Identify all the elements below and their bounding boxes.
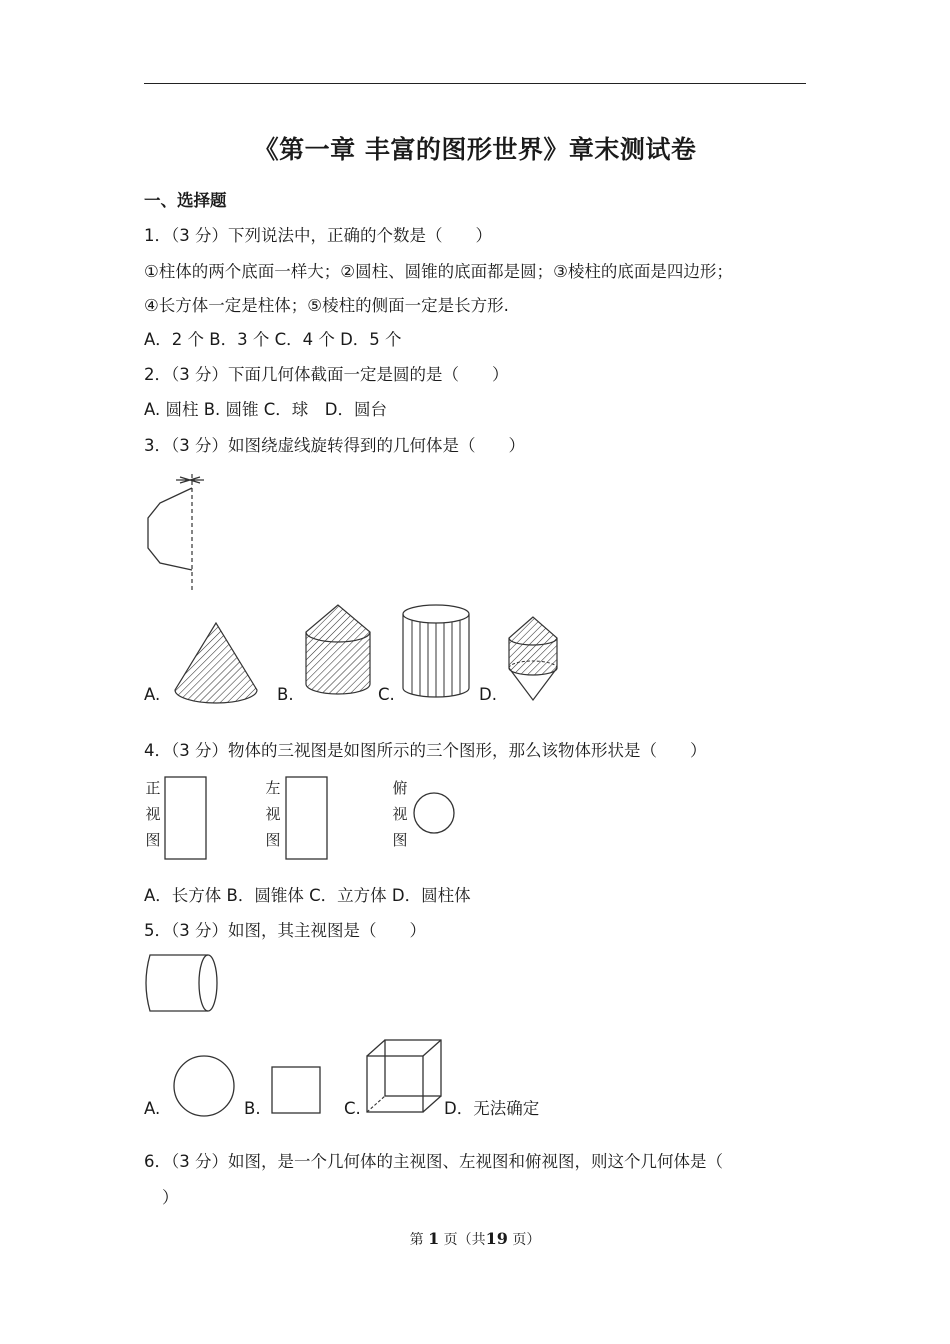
top-rule bbox=[144, 83, 806, 84]
q1-statements-2: ④长方体一定是柱体；⑤棱柱的侧面一定是长方形. bbox=[144, 296, 509, 315]
q3-option-b-cylinder-cone bbox=[300, 602, 380, 702]
q1-stem: 1．（3 分）下列说法中，正确的个数是（ ） bbox=[144, 226, 492, 245]
q4-front-view-label: 正 视 图 bbox=[145, 779, 161, 849]
q6-stem: 6．（3 分）如图，是一个几何体的主视图、左视图和俯视图，则这个几何体是（ bbox=[144, 1152, 723, 1171]
page-number: 1 bbox=[428, 1229, 440, 1248]
q3-option-c-cylinder bbox=[398, 602, 478, 702]
q3-option-d-label: D. bbox=[479, 685, 497, 704]
q1-options: A．2 个 B．3 个 C．4 个 D．5 个 bbox=[144, 330, 402, 349]
q5-option-d: D．无法确定 bbox=[444, 1099, 540, 1118]
q2-stem: 2．（3 分）下面几何体截面一定是圆的是（ ） bbox=[144, 365, 509, 384]
q5-option-a-label: A. bbox=[144, 1099, 161, 1118]
q3-stem: 3．（3 分）如图绕虚线旋转得到的几何体是（ ） bbox=[144, 436, 525, 455]
q3-option-a-cone bbox=[170, 618, 262, 706]
page-total: 19 bbox=[485, 1229, 508, 1248]
q3-option-a-label: A. bbox=[144, 685, 161, 704]
q4-left-view-rectangle bbox=[285, 776, 329, 862]
section-heading: 一、选择题 bbox=[144, 191, 227, 210]
q3-option-b-label: B. bbox=[277, 685, 294, 704]
page-footer: 第 1 页（共19 页） bbox=[409, 1229, 541, 1248]
q5-option-c-label: C. bbox=[344, 1099, 361, 1118]
q4-left-view-label: 左 视 图 bbox=[265, 779, 281, 849]
q5-option-c-cube bbox=[363, 1036, 447, 1118]
page-title: 《第一章 丰富的图形世界》章末测试卷 bbox=[253, 135, 697, 164]
q6-stem-end: ） bbox=[162, 1188, 179, 1207]
q4-options: A．长方体 B．圆锥体 C．立方体 D．圆柱体 bbox=[144, 886, 471, 905]
q4-front-view-rectangle bbox=[164, 776, 208, 862]
q5-stem: 5．（3 分）如图，其主视图是（ ） bbox=[144, 921, 426, 940]
q5-option-a-circle bbox=[170, 1053, 238, 1119]
q2-options: A. 圆柱 B. 圆锥 C．球 D．圆台 bbox=[144, 400, 388, 419]
q4-top-view-circle bbox=[411, 790, 457, 836]
q5-option-b-label: B. bbox=[244, 1099, 261, 1118]
q3-rotation-figure bbox=[140, 470, 220, 595]
q5-option-b-square bbox=[271, 1066, 323, 1116]
q3-option-d-double-cone bbox=[503, 614, 565, 704]
q3-option-c-label: C. bbox=[378, 685, 395, 704]
q4-stem: 4．（3 分）物体的三视图是如图所示的三个图形，那么该物体形状是（ ） bbox=[144, 741, 707, 760]
q4-top-view-label: 俯 视 图 bbox=[392, 779, 408, 849]
q1-statements-1: ①柱体的两个底面一样大；②圆柱、圆锥的底面都是圆；③棱柱的底面是四边形； bbox=[144, 262, 733, 281]
q5-horizontal-cylinder bbox=[140, 952, 224, 1018]
